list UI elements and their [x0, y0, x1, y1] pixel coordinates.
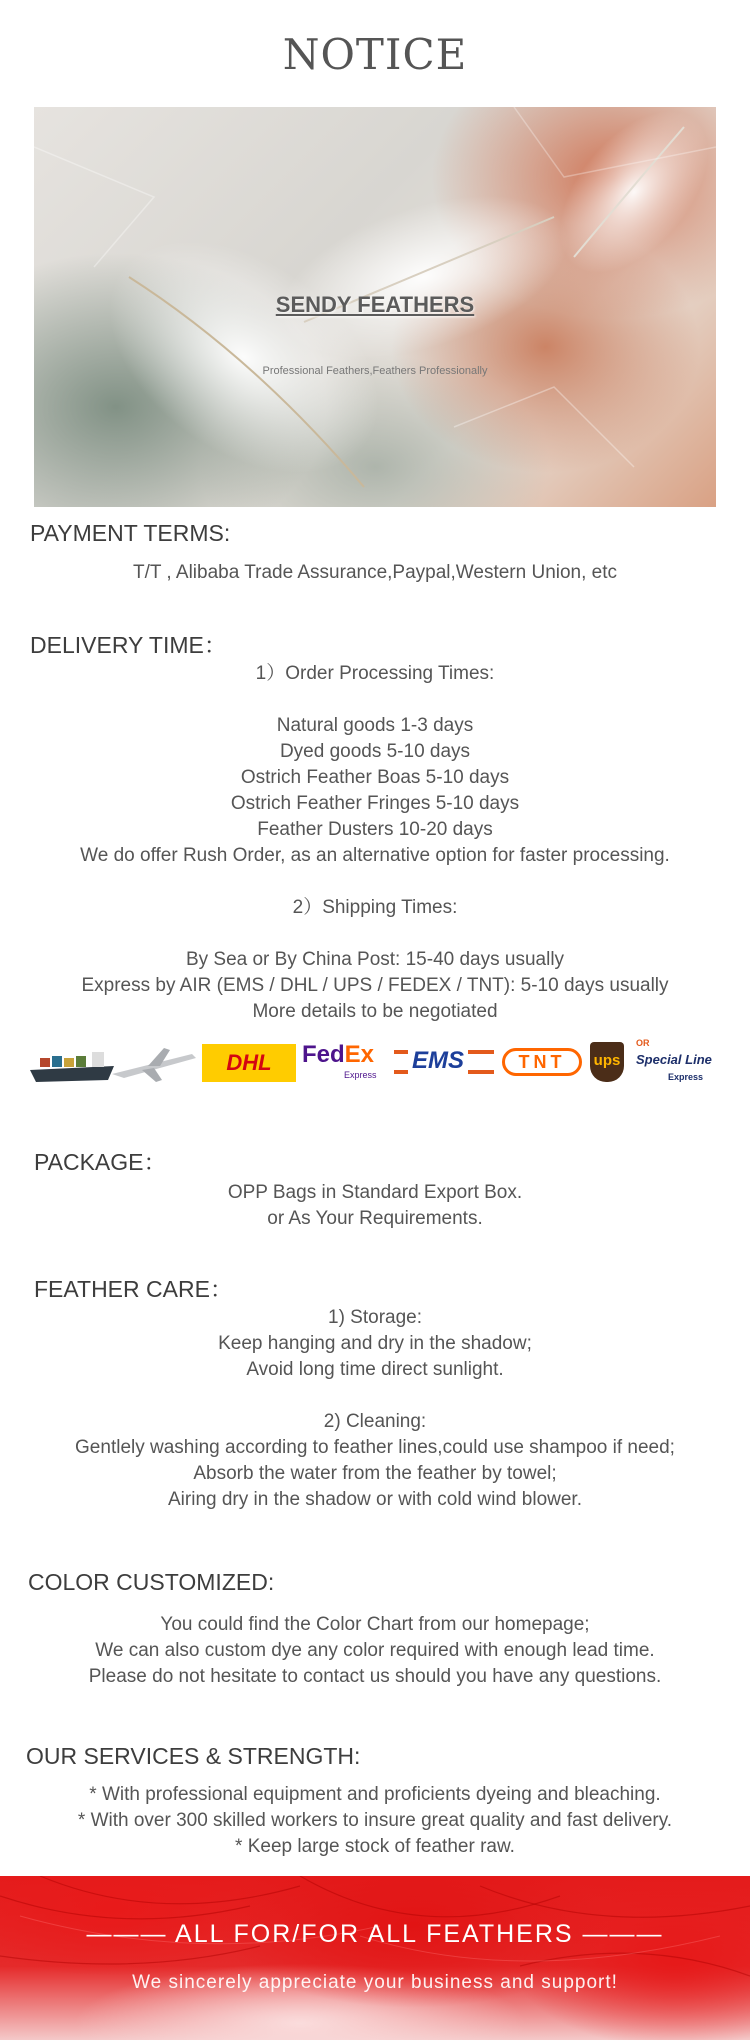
cleaning-title: 2) Cleaning: — [323, 1411, 427, 1432]
shipping-item: By Sea or By China Post: 15-40 days usually — [185, 949, 565, 970]
color-customized-heading: COLOR CUSTOMIZED: — [28, 1569, 275, 1595]
shipping-item: Express by AIR (EMS / DHL / UPS / FEDEX / TNT): 5-10 days usually — [81, 975, 669, 996]
cleaning-line: Absorb the water from the feather by towel; — [193, 1463, 557, 1484]
processing-item: Ostrich Feather Boas 5-10 days — [240, 767, 510, 788]
dhl-logo: DHL — [202, 1044, 296, 1082]
color-line: We can also custom dye any color required with enough lead time. — [95, 1640, 655, 1661]
shipping-times-title: 2）Shipping Times: — [292, 897, 458, 918]
cargo-ship-icon — [28, 1040, 120, 1086]
package-heading: PACKAGE： — [34, 1149, 167, 1175]
processing-item: Ostrich Feather Fringes 5-10 days — [230, 793, 520, 814]
fedex-logo: FedEx Express — [302, 1041, 377, 1080]
red-feather-texture — [0, 1876, 750, 2040]
brand-name: SENDY FEATHERS — [275, 292, 475, 317]
payment-terms-heading: PAYMENT TERMS: — [30, 520, 231, 546]
services-line: * With professional equipment and proficients dyeing and bleaching. — [89, 1784, 661, 1805]
services-heading: OUR SERVICES & STRENGTH: — [26, 1743, 361, 1769]
footer-thanks: We sincerely appreciate your business and support! — [132, 1972, 618, 1993]
services-line: * Keep large stock of feather raw. — [235, 1836, 515, 1857]
color-line: You could find the Color Chart from our homepage; — [160, 1614, 590, 1635]
rush-order-note: We do offer Rush Order, as an alternative option for faster processing. — [80, 845, 670, 866]
shipping-item: More details to be negotiated — [252, 1001, 498, 1022]
feather-care-heading: FEATHER CARE： — [34, 1276, 233, 1302]
color-line: Please do not hesitate to contact us should you have any questions. — [88, 1666, 662, 1687]
storage-line: Keep hanging and dry in the shadow; — [218, 1333, 532, 1354]
storage-title: 1) Storage: — [328, 1307, 422, 1328]
tnt-logo: TNT — [502, 1040, 584, 1086]
cleaning-line: Gentlely washing according to feather lines,could use shampoo if need; — [75, 1437, 675, 1458]
processing-item: Natural goods 1-3 days — [276, 715, 474, 736]
storage-line: Avoid long time direct sunlight. — [246, 1359, 504, 1380]
delivery-time-heading: DELIVERY TIME： — [30, 632, 227, 658]
airplane-icon — [108, 1040, 200, 1086]
carrier-logos — [28, 1040, 722, 1086]
processing-item: Dyed goods 5-10 days — [279, 741, 471, 762]
processing-times-title: 1）Order Processing Times: — [255, 663, 495, 684]
footer-slogan: ——— ALL FOR/FOR ALL FEATHERS ——— — [86, 1920, 664, 1948]
feather-banner-image — [34, 107, 716, 507]
processing-item: Feather Dusters 10-20 days — [257, 819, 493, 840]
special-line-express-logo: OR Special Line Express — [636, 1038, 712, 1082]
package-line: OPP Bags in Standard Export Box. — [227, 1182, 523, 1203]
page-title: NOTICE — [282, 30, 468, 79]
footer-banner — [0, 1876, 750, 2040]
cleaning-line: Airing dry in the shadow or with cold wind blower. — [168, 1489, 582, 1510]
brand-tagline: Professional Feathers,Feathers Professionally — [262, 365, 488, 377]
ups-logo: ups — [590, 1040, 626, 1086]
payment-terms-text: T/T , Alibaba Trade Assurance,Paypal,Western Union, etc — [132, 562, 618, 583]
ems-logo: EMS — [394, 1040, 494, 1086]
services-line: * With over 300 skilled workers to insure great quality and fast delivery. — [77, 1810, 673, 1831]
package-line: or As Your Requirements. — [267, 1208, 483, 1229]
